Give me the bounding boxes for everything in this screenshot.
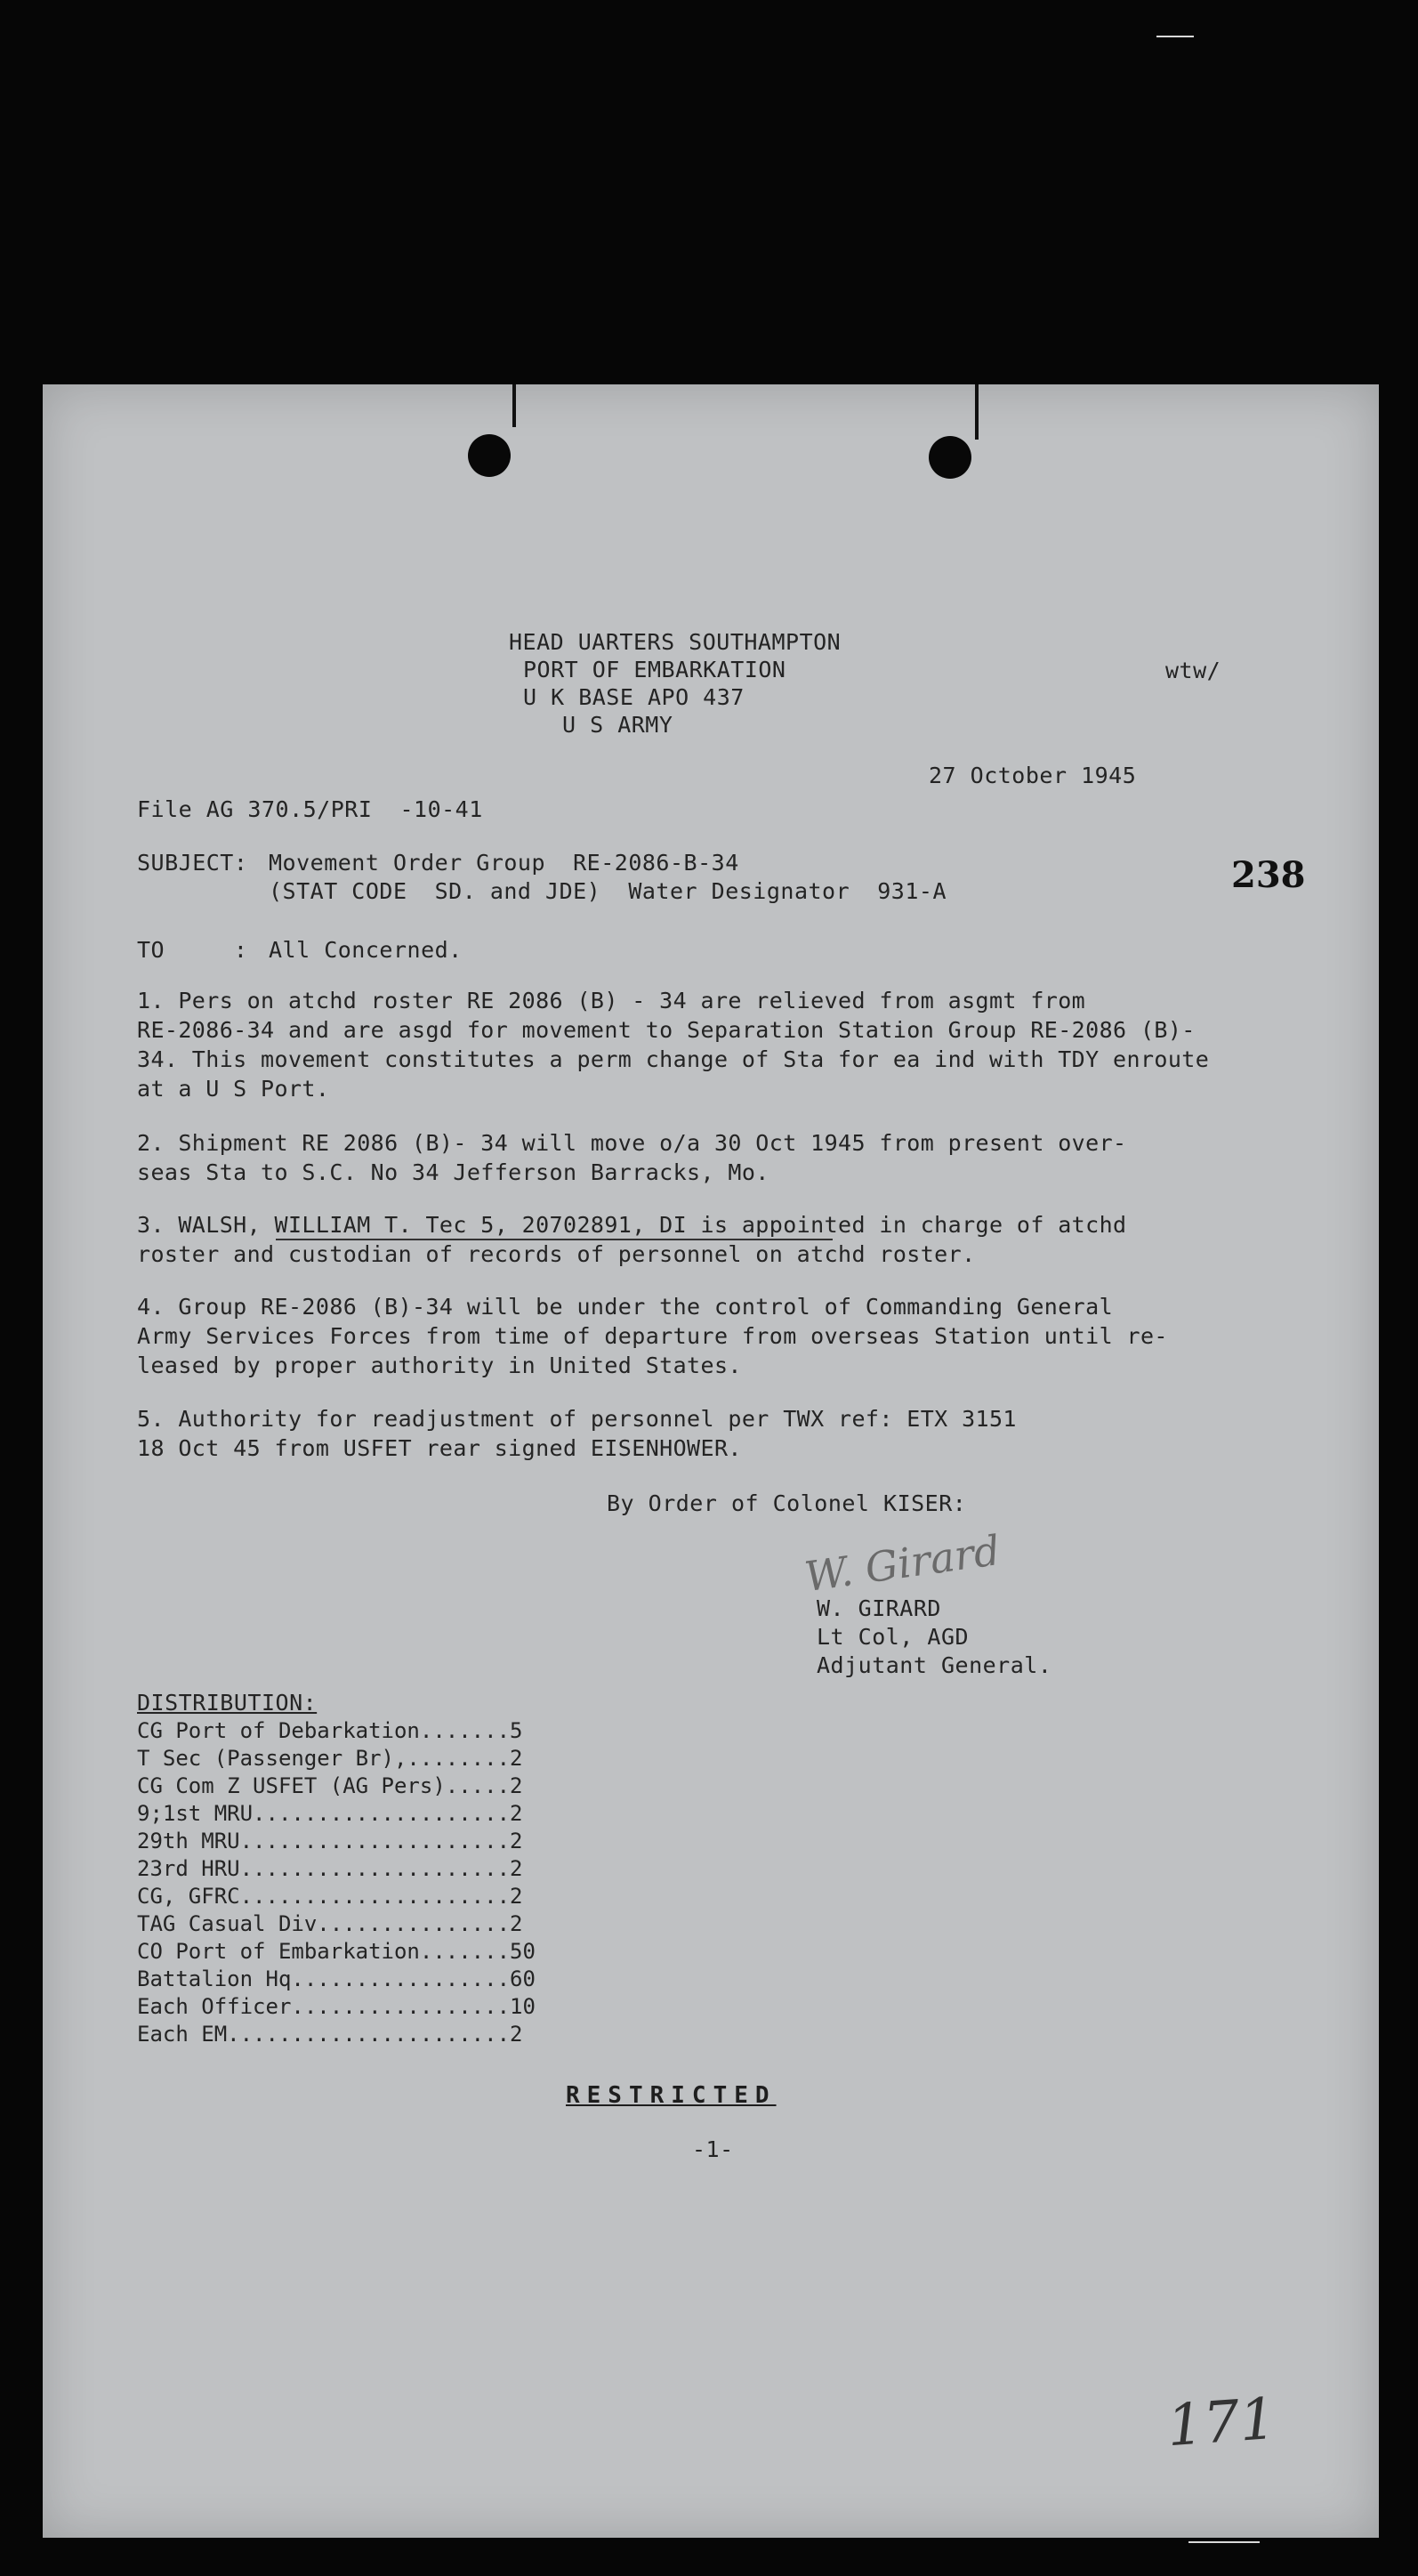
distribution-item: 9;1st MRU....................2: [137, 1801, 523, 1826]
punch-hole-right: [929, 436, 971, 479]
handwritten-signature: W. Girard: [802, 1525, 1003, 1602]
film-mark: [1156, 36, 1194, 37]
initials: wtw/: [1165, 658, 1221, 683]
header-line-3: U K BASE APO 437: [523, 684, 745, 710]
paragraph-3: 3. WALSH, WILLIAM T. Tec 5, 20702891, DI is appointed in charge of atchd roster and custodian of records of personnel on atchd roster.: [137, 1212, 1127, 1267]
subject-line-2: (STAT CODE SD. and JDE) Water Designator 931-A: [269, 878, 947, 904]
header-line-1: HEAD UARTERS SOUTHAMPTON: [509, 629, 842, 655]
distribution-heading: DISTRIBUTION:: [137, 1690, 318, 1716]
document-date: 27 October 1945: [929, 763, 1137, 788]
distribution-item: T Sec (Passenger Br),........2: [137, 1746, 523, 1771]
paragraph-5: 5. Authority for readjustment of personnel per TWX ref: ETX 3151 18 Oct 45 from USFET rear signed EISENHOWER.: [137, 1406, 1017, 1461]
distribution-item: TAG Casual Div...............2: [137, 1911, 523, 1936]
subject-label: SUBJECT:: [137, 850, 248, 876]
distribution-item: Each Officer.................10: [137, 1994, 536, 2019]
handwritten-page-number: 171: [1164, 2386, 1278, 2460]
page-number-stamp: 238: [1231, 854, 1306, 896]
punch-hole-left: [468, 434, 511, 477]
distribution-item: Each EM......................2: [137, 2022, 523, 2047]
distribution-item: 23rd HRU.....................2: [137, 1856, 523, 1881]
distribution-item: CG Com Z USFET (AG Pers).....2: [137, 1773, 523, 1798]
distribution-item: CG Port of Debarkation.......5: [137, 1718, 523, 1743]
paragraph-1: 1. Pers on atchd roster RE 2086 (B) - 34 are relieved from asgmt from RE-2086-34 and are asgd for movement to Separation Station Group RE-2086 (B)- 34. This movement constitutes a perm change of Sta for ea ind with TDY enroute at a U S Port.: [137, 988, 1210, 1102]
header-line-2: PORT OF EMBARKATION: [523, 657, 786, 682]
document-page: [43, 384, 1379, 2538]
paragraph-4: 4. Group RE-2086 (B)-34 will be under the control of Commanding General Army Services Forces from time of departure from overseas Station until re- leased by proper authority in United States.: [137, 1294, 1168, 1378]
to-value: All Concerned.: [269, 937, 463, 963]
distribution-item: 29th MRU.....................2: [137, 1829, 523, 1853]
paragraph-2: 2. Shipment RE 2086 (B)- 34 will move o/a 30 Oct 1945 from present over- seas Sta to S.C. No 34 Jefferson Barracks, Mo.: [137, 1130, 1127, 1185]
signatory-title: Adjutant General.: [817, 1652, 1052, 1678]
name-underline: [276, 1239, 833, 1240]
film-mark: [1188, 2541, 1260, 2543]
distribution-item: Battalion Hq.................60: [137, 1966, 536, 1991]
page-footer: -1-: [692, 2136, 734, 2162]
subject-line-1: Movement Order Group RE-2086-B-34: [269, 850, 739, 876]
header-line-4: U S ARMY: [562, 712, 673, 738]
file-reference: File AG 370.5/PRI -10-41: [137, 796, 483, 822]
signatory-rank: Lt Col, AGD: [817, 1624, 970, 1650]
classification-marking: RESTRICTED: [566, 2082, 777, 2109]
signatory-name: W. GIRARD: [817, 1595, 941, 1621]
by-order-line: By Order of Colonel KISER:: [607, 1490, 967, 1516]
distribution-item: CG, GFRC.....................2: [137, 1884, 523, 1909]
distribution-item: CO Port of Embarkation.......50: [137, 1939, 536, 1964]
to-label: TO :: [137, 937, 248, 963]
ink-mark: [512, 384, 516, 427]
ink-mark: [975, 384, 979, 440]
